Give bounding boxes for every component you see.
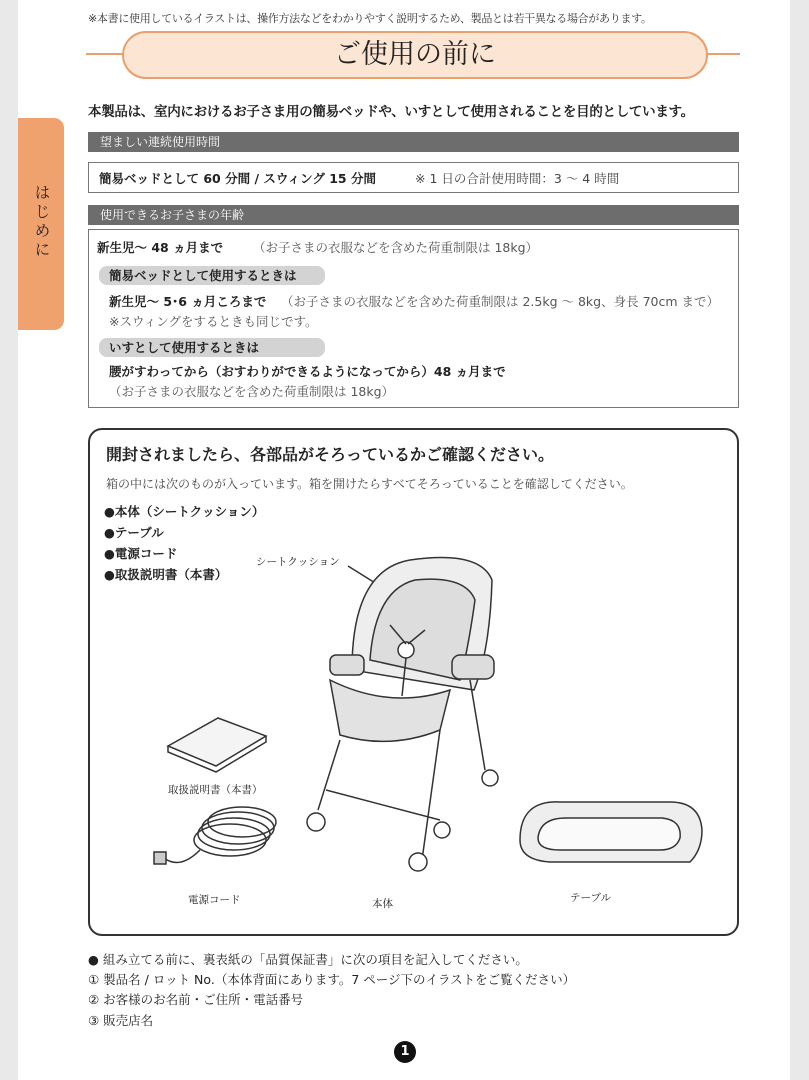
parts-subtitle: 箱の中には次のものが入っています。箱を開けたらすべてそろっていることを確認してください。 bbox=[106, 477, 633, 491]
purpose-statement: 本製品は、室内におけるお子さま用の簡易ベッドや、いすとして使用されることを目的としています。 bbox=[88, 104, 694, 120]
manual-page bbox=[18, 0, 790, 1080]
illustration-note: ※本書に使用しているイラストは、操作方法などをわかりやすく説明するため、製品とは若干異なる場合があります。 bbox=[88, 12, 652, 25]
section-tab-label: はじめに bbox=[32, 184, 51, 260]
usage-time-note: ※ 1 日の合計使用時間：3 〜 4 時間 bbox=[415, 171, 620, 186]
bed-use-note: （お子さまの衣服などを含めた荷重制限は 2.5kg 〜 8kg、身長 70cm まで） bbox=[281, 294, 720, 309]
manual-illustration bbox=[168, 718, 266, 772]
page-number: 1 bbox=[394, 1041, 416, 1063]
parts-item: ●電源コード bbox=[104, 546, 178, 561]
registration-item: ③ 販売店名 bbox=[88, 1013, 154, 1028]
registration-intro: ● 組み立てる前に、裏表紙の「品質保証書」に次の項目を記入してください。 bbox=[88, 952, 528, 967]
parts-illustration bbox=[90, 430, 737, 934]
usage-time-header: 望ましい連続使用時間 bbox=[88, 132, 739, 152]
manual-label: 取扱説明書（本書） bbox=[168, 784, 263, 796]
registration-item: ① 製品名 / ロット No.（本体背面にあります。7 ページ下のイラストをご覧ください） bbox=[88, 972, 576, 987]
usage-time-main: 簡易ベッドとして 60 分間 / スウィング 15 分間 bbox=[99, 171, 376, 186]
parts-item: ●取扱説明書（本書） bbox=[104, 567, 228, 582]
cord-label: 電源コード bbox=[188, 894, 241, 906]
parts-checklist-box bbox=[88, 428, 739, 936]
chair-use-note: （お子さまの衣服などを含めた荷重制限は 18kg） bbox=[109, 384, 395, 399]
registration-item: ② お客様のお名前・ご住所・電話番号 bbox=[88, 992, 304, 1007]
table-label: テーブル bbox=[570, 892, 612, 904]
age-box bbox=[88, 229, 739, 408]
chair-use-label: いすとして使用するときは bbox=[99, 338, 325, 357]
seat-cushion-label: シートクッション bbox=[256, 556, 340, 568]
table-illustration bbox=[520, 802, 702, 862]
usage-time-box bbox=[88, 162, 739, 193]
age-header: 使用できるお子さまの年齢 bbox=[88, 205, 739, 225]
bed-use-main: 新生児〜 5･6 ヵ月ころまで bbox=[109, 294, 267, 309]
swing-chair-illustration bbox=[307, 558, 498, 872]
page-title: ご使用の前に bbox=[122, 31, 708, 79]
parts-item: ●テーブル bbox=[104, 525, 164, 540]
section-tab[interactable] bbox=[18, 118, 64, 330]
bed-use-sub: ※スウィングをするときも同じです。 bbox=[109, 314, 318, 329]
body-label: 本体 bbox=[372, 898, 393, 910]
chair-use-main: 腰がすわってから（おすわりができるようになってから）48 ヵ月まで bbox=[109, 364, 506, 379]
parts-item: ●本体（シートクッション） bbox=[104, 504, 265, 519]
parts-title: 開封されましたら、各部品がそろっているかご確認ください。 bbox=[106, 445, 555, 464]
power-cord-illustration bbox=[154, 807, 276, 864]
age-main: 新生児〜 48 ヵ月まで bbox=[97, 240, 224, 255]
age-main-note: （お子さまの衣服などを含めた荷重制限は 18kg） bbox=[253, 240, 539, 255]
bed-use-label: 簡易ベッドとして使用するときは bbox=[99, 266, 325, 285]
